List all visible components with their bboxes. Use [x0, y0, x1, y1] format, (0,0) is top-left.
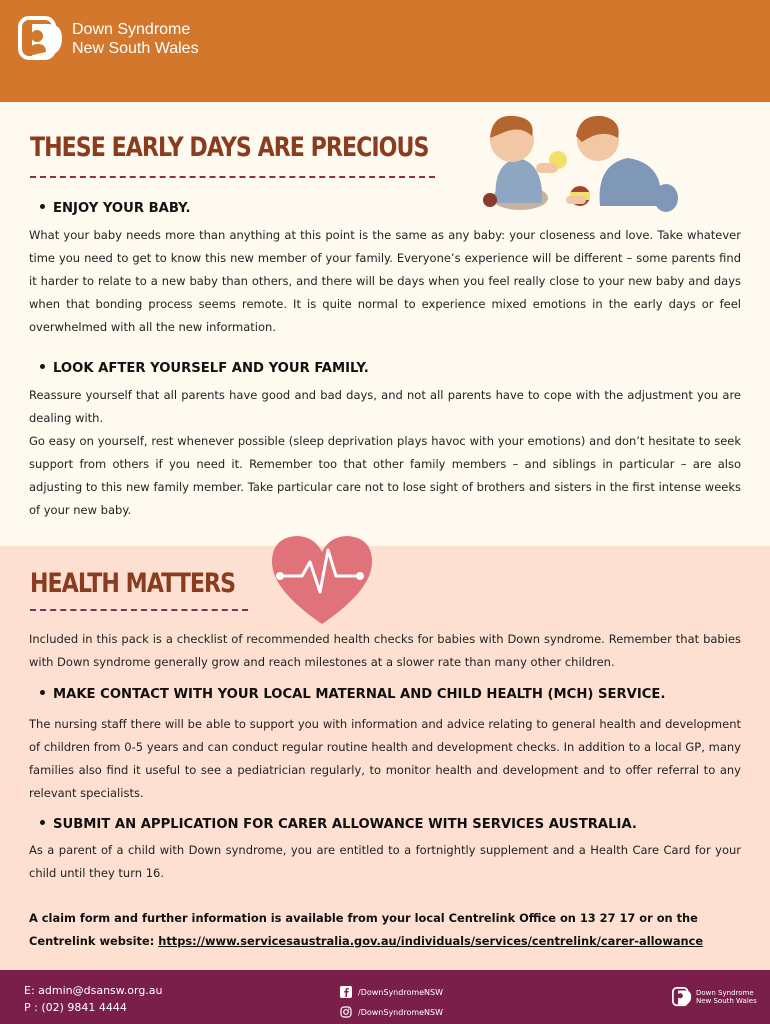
footer-email[interactable]: E: admin@dsansw.org.au: [24, 984, 163, 997]
footer-logo-icon: [672, 987, 692, 1007]
title-underline: [30, 609, 248, 611]
bullet-carer-allowance: SUBMIT AN APPLICATION FOR CARER ALLOWANCE WITH SERVICES AUSTRALIA.: [40, 817, 637, 832]
brand-name-line1: Down Syndrome: [72, 21, 191, 38]
footer-brand-logo[interactable]: [672, 987, 757, 1007]
section-title-early-days: THESE EARLY DAYS ARE PRECIOUS: [30, 132, 429, 163]
footer-logo-line1: Down Syndrome: [696, 989, 754, 997]
footer-logo-line2: New South Wales: [696, 997, 757, 1005]
footer-facebook-link[interactable]: [340, 982, 443, 1002]
footer-instagram-link[interactable]: [340, 1002, 443, 1022]
claim-info-text-body: A claim form and further information is available from your local Centrelink Office on 13 27 17 or on the Centrelink website:: [29, 911, 698, 948]
paragraph-health-intro: Included in this pack is a checklist of recommended health checks for babies with Down syndrome. Remember that babies with Down syndrome generally grow and reach milestones at a slower rate than many other children.: [29, 632, 741, 669]
paragraph-carer-allowance: As a parent of a child with Down syndrome, you are entitled to a fortnightly supplement and a Health Care Card for your child until they turn 16.: [29, 843, 741, 880]
claim-info-text: [29, 907, 741, 953]
babies-illustration-icon: [470, 108, 690, 218]
paragraph-mch-service: The nursing staff there will be able to support you with information and advice relating to general health and development of children from 0-5 years and can conduct regular routine health and development checks. In addition to a local GP, many families also find it useful to see a pediatrician regularly, to monitor health and development and to offer referral to any relevant specialists.: [29, 717, 741, 800]
brand-logo-icon: [18, 16, 64, 62]
paragraph-go-easy: Go easy on yourself, rest whenever possible (sleep deprivation plays havoc with your emotions) and don’t hesitate to seek support from others if you need it. Remember too that other family members – and siblings in particular – are also adjusting to this new family member. Take particular care not to lose sight of brothers and sisters in the first intense weeks of your new baby.: [29, 434, 741, 517]
header-banner: [0, 0, 770, 102]
footer-instagram-handle: /DownSyndromeNSW: [358, 1007, 444, 1017]
paragraph-reassure: Reassure yourself that all parents have good and bad days, and not all parents have to cope with the adjustment you are dealing with.: [29, 388, 741, 425]
bullet-mch-service: MAKE CONTACT WITH YOUR LOCAL MATERNAL AND CHILD HEALTH (MCH) SERVICE.: [40, 687, 665, 702]
section-title-health-matters: HEALTH MATTERS: [30, 568, 236, 599]
footer-facebook-handle: /DownSyndromeNSW: [358, 987, 444, 997]
title-underline: [30, 176, 435, 178]
footer-phone[interactable]: P : (02) 9841 4444: [24, 1001, 127, 1014]
brand-logo[interactable]: [18, 16, 199, 62]
early-days-section: [0, 102, 770, 546]
heart-pulse-icon: [268, 532, 376, 626]
bullet-enjoy-baby: ENJOY YOUR BABY.: [40, 201, 191, 216]
health-matters-section: [0, 546, 770, 970]
instagram-icon: [340, 1006, 352, 1018]
paragraph-enjoy-baby: What your baby needs more than anything at this point is the same as any baby: your closeness and love. Take whatever time you need to get to know this new member of your family. Everyone’s experience will be different – some parents find it harder to relate to a new baby than others, and there will be days when you feel really close to your new baby and days when that bonding process seems remote. It is quite normal to experience mixed emotions in the early days or feel overwhelmed with all the new information.: [29, 228, 741, 334]
facebook-icon: [340, 986, 352, 998]
brand-name-line2: New South Wales: [72, 40, 199, 57]
bullet-look-after-yourself: LOOK AFTER YOURSELF AND YOUR FAMILY.: [40, 361, 369, 376]
centrelink-carer-allowance-link[interactable]: https://www.servicesaustralia.gov.au/individuals/services/centrelink/carer-allowance: [158, 934, 704, 948]
footer: [0, 970, 770, 1024]
